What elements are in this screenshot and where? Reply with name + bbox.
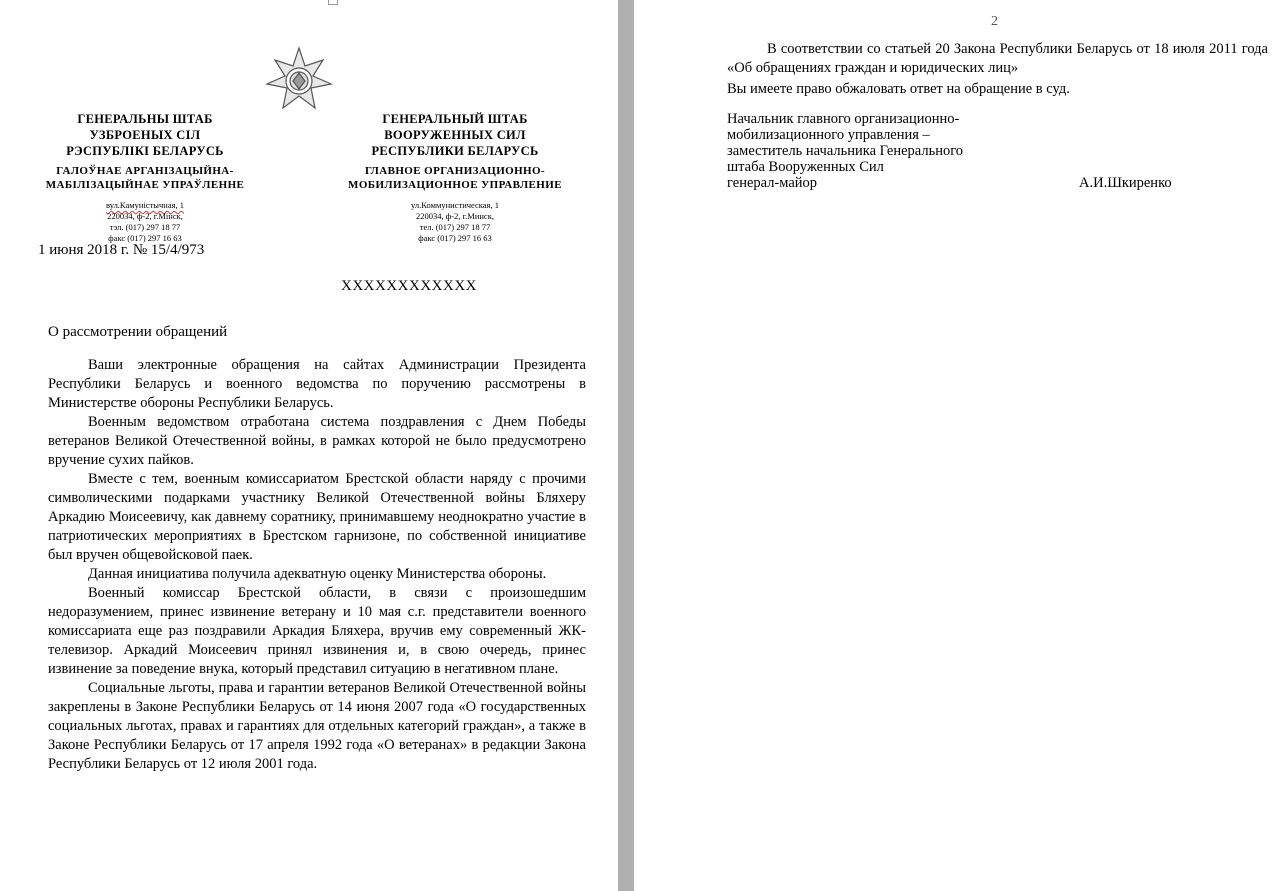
header-right-address-4: факс (017) 297 16 63 xyxy=(418,233,492,243)
paragraph: В соответствии со статьей 20 Закона Республики Беларусь от 18 июля 2011 года «Об обращениях граждан и юридических лиц» xyxy=(727,41,1268,76)
document-page-1 xyxy=(0,0,618,891)
header-right-title-3: РЕСПУБЛИКИ БЕЛАРУСЬ xyxy=(371,144,539,158)
header-left-address-2: 220034, ф-2, г.Мінск, xyxy=(107,211,183,221)
paragraph: Ваши электронные обращения на сайтах Администрации Президента Республики Беларусь и военного ведомства по поручению рассмотрены в Министерстве обороны Республики Беларусь. xyxy=(48,357,586,411)
signature-block xyxy=(727,111,1268,191)
header-left-dept-1: ГАЛОЎНАЕ АРГАНІЗАЦЫЙНА- xyxy=(56,165,234,177)
page-gap xyxy=(618,0,634,891)
header-left-address-1: вул.Камуністычная, 1 xyxy=(105,200,185,210)
header-left-title-1: ГЕНЕРАЛЬНЫ ШТАБ xyxy=(77,112,213,126)
paragraph: Военным ведомством отработана система поздравления с Днем Победы ветеранов Великой Отечественной войны, в рамках которой не было предусмотрено вручение сухих пайков. xyxy=(48,414,586,468)
letter-body xyxy=(48,356,586,774)
document-page-2 xyxy=(634,0,1280,891)
header-left-title-3: РЭСПУБЛІКІ БЕЛАРУСЬ xyxy=(66,144,224,158)
header-right-title-1: ГЕНЕРАЛЬНЫЙ ШТАБ xyxy=(382,112,528,126)
signature-position-line: заместитель начальника Генерального xyxy=(727,143,964,159)
header-left-by xyxy=(40,111,250,244)
military-star-emblem-icon xyxy=(265,46,333,114)
date-and-number: 1 июня 2018 г. № 15/4/973 xyxy=(38,242,205,258)
paragraph-tail: Вы имеете право обжаловать ответ на обращение в суд. xyxy=(727,81,1070,97)
signature-position-line: штаба Вооруженных Сил xyxy=(727,159,884,175)
header-left-dept-2: МАБІЛІЗАЦЫЙНАЕ УПРАЎЛЕННЕ xyxy=(45,179,245,191)
header-right-address-2: 220034, ф-2, г.Минск, xyxy=(416,211,494,221)
paragraph: Данная инициатива получила адекватную оценку Министерства обороны. xyxy=(88,566,547,582)
letter-body-continued xyxy=(727,40,1268,99)
header-right-address-3: тел. (017) 297 18 77 xyxy=(419,222,491,232)
header-right-dept-2: МОБИЛИЗАЦИОННОЕ УПРАВЛЕНИЕ xyxy=(348,179,562,191)
subject-line: О рассмотрении обращений xyxy=(48,324,228,340)
paragraph: Социальные льготы, права и гарантии ветеранов Великой Отечественной войны закреплены в Законе Республики Беларусь от 14 июня 2007 года «О государственных социальных льготах, правах и гарантиях для отдельных категорий граждан», а также в Законе Республики Беларусь от 17 апреля 1992 года «О ветеранах» в редакции Закона Республики Беларусь от 12 июля 2001 года. xyxy=(48,680,586,772)
header-left-address-3: тэл. (017) 297 18 77 xyxy=(109,222,181,232)
page-number: 2 xyxy=(991,14,998,29)
header-left-title-2: УЗБРОЕНЫХ СІЛ xyxy=(89,128,201,142)
recipient: ХХХХХХХХХХХХ xyxy=(341,278,477,294)
ruler-mark xyxy=(328,0,338,5)
signature-position-line: Начальник главного организационно- xyxy=(727,111,960,127)
signature-position-line: мобилизационного управления – xyxy=(727,127,930,143)
signature-position-line: генерал-майор xyxy=(727,175,818,191)
header-right-dept-1: ГЛАВНОЕ ОРГАНИЗАЦИОННО- xyxy=(364,165,546,177)
paragraph: Вместе с тем, военным комиссариатом Брестской области наряду с прочими символическими подарками участнику Великой Отечественной войны Бляхеру Аркадию Моисеевичу, как давнему соратнику, принимавшему неоднократно участие в патриотических мероприятиях в Брестском гарнизоне, по собственной инициативе был вручен общевойсковой паек. xyxy=(48,471,586,563)
header-right-title-2: ВООРУЖЕННЫХ СИЛ xyxy=(384,128,526,142)
header-left-address-4: факс (017) 297 16 63 xyxy=(108,233,182,243)
header-right-ru xyxy=(330,111,580,244)
paragraph: Военный комиссар Брестской области, в связи с произошедшим недоразумением, принес извинение ветерану и 10 мая с.г. представители военного комиссариата еще раз поздравили Аркадия Бляхера, вручив ему современный ЖК-телевизор. Аркадий Моисеевич принял извинения и, в свою очередь, принес извинение за поведение внука, который представил ситуацию в негативном плане. xyxy=(48,585,586,677)
header-right-address-1: ул.Коммунистическая, 1 xyxy=(411,200,499,210)
signer-name: А.И.Шкиренко xyxy=(1079,175,1172,191)
